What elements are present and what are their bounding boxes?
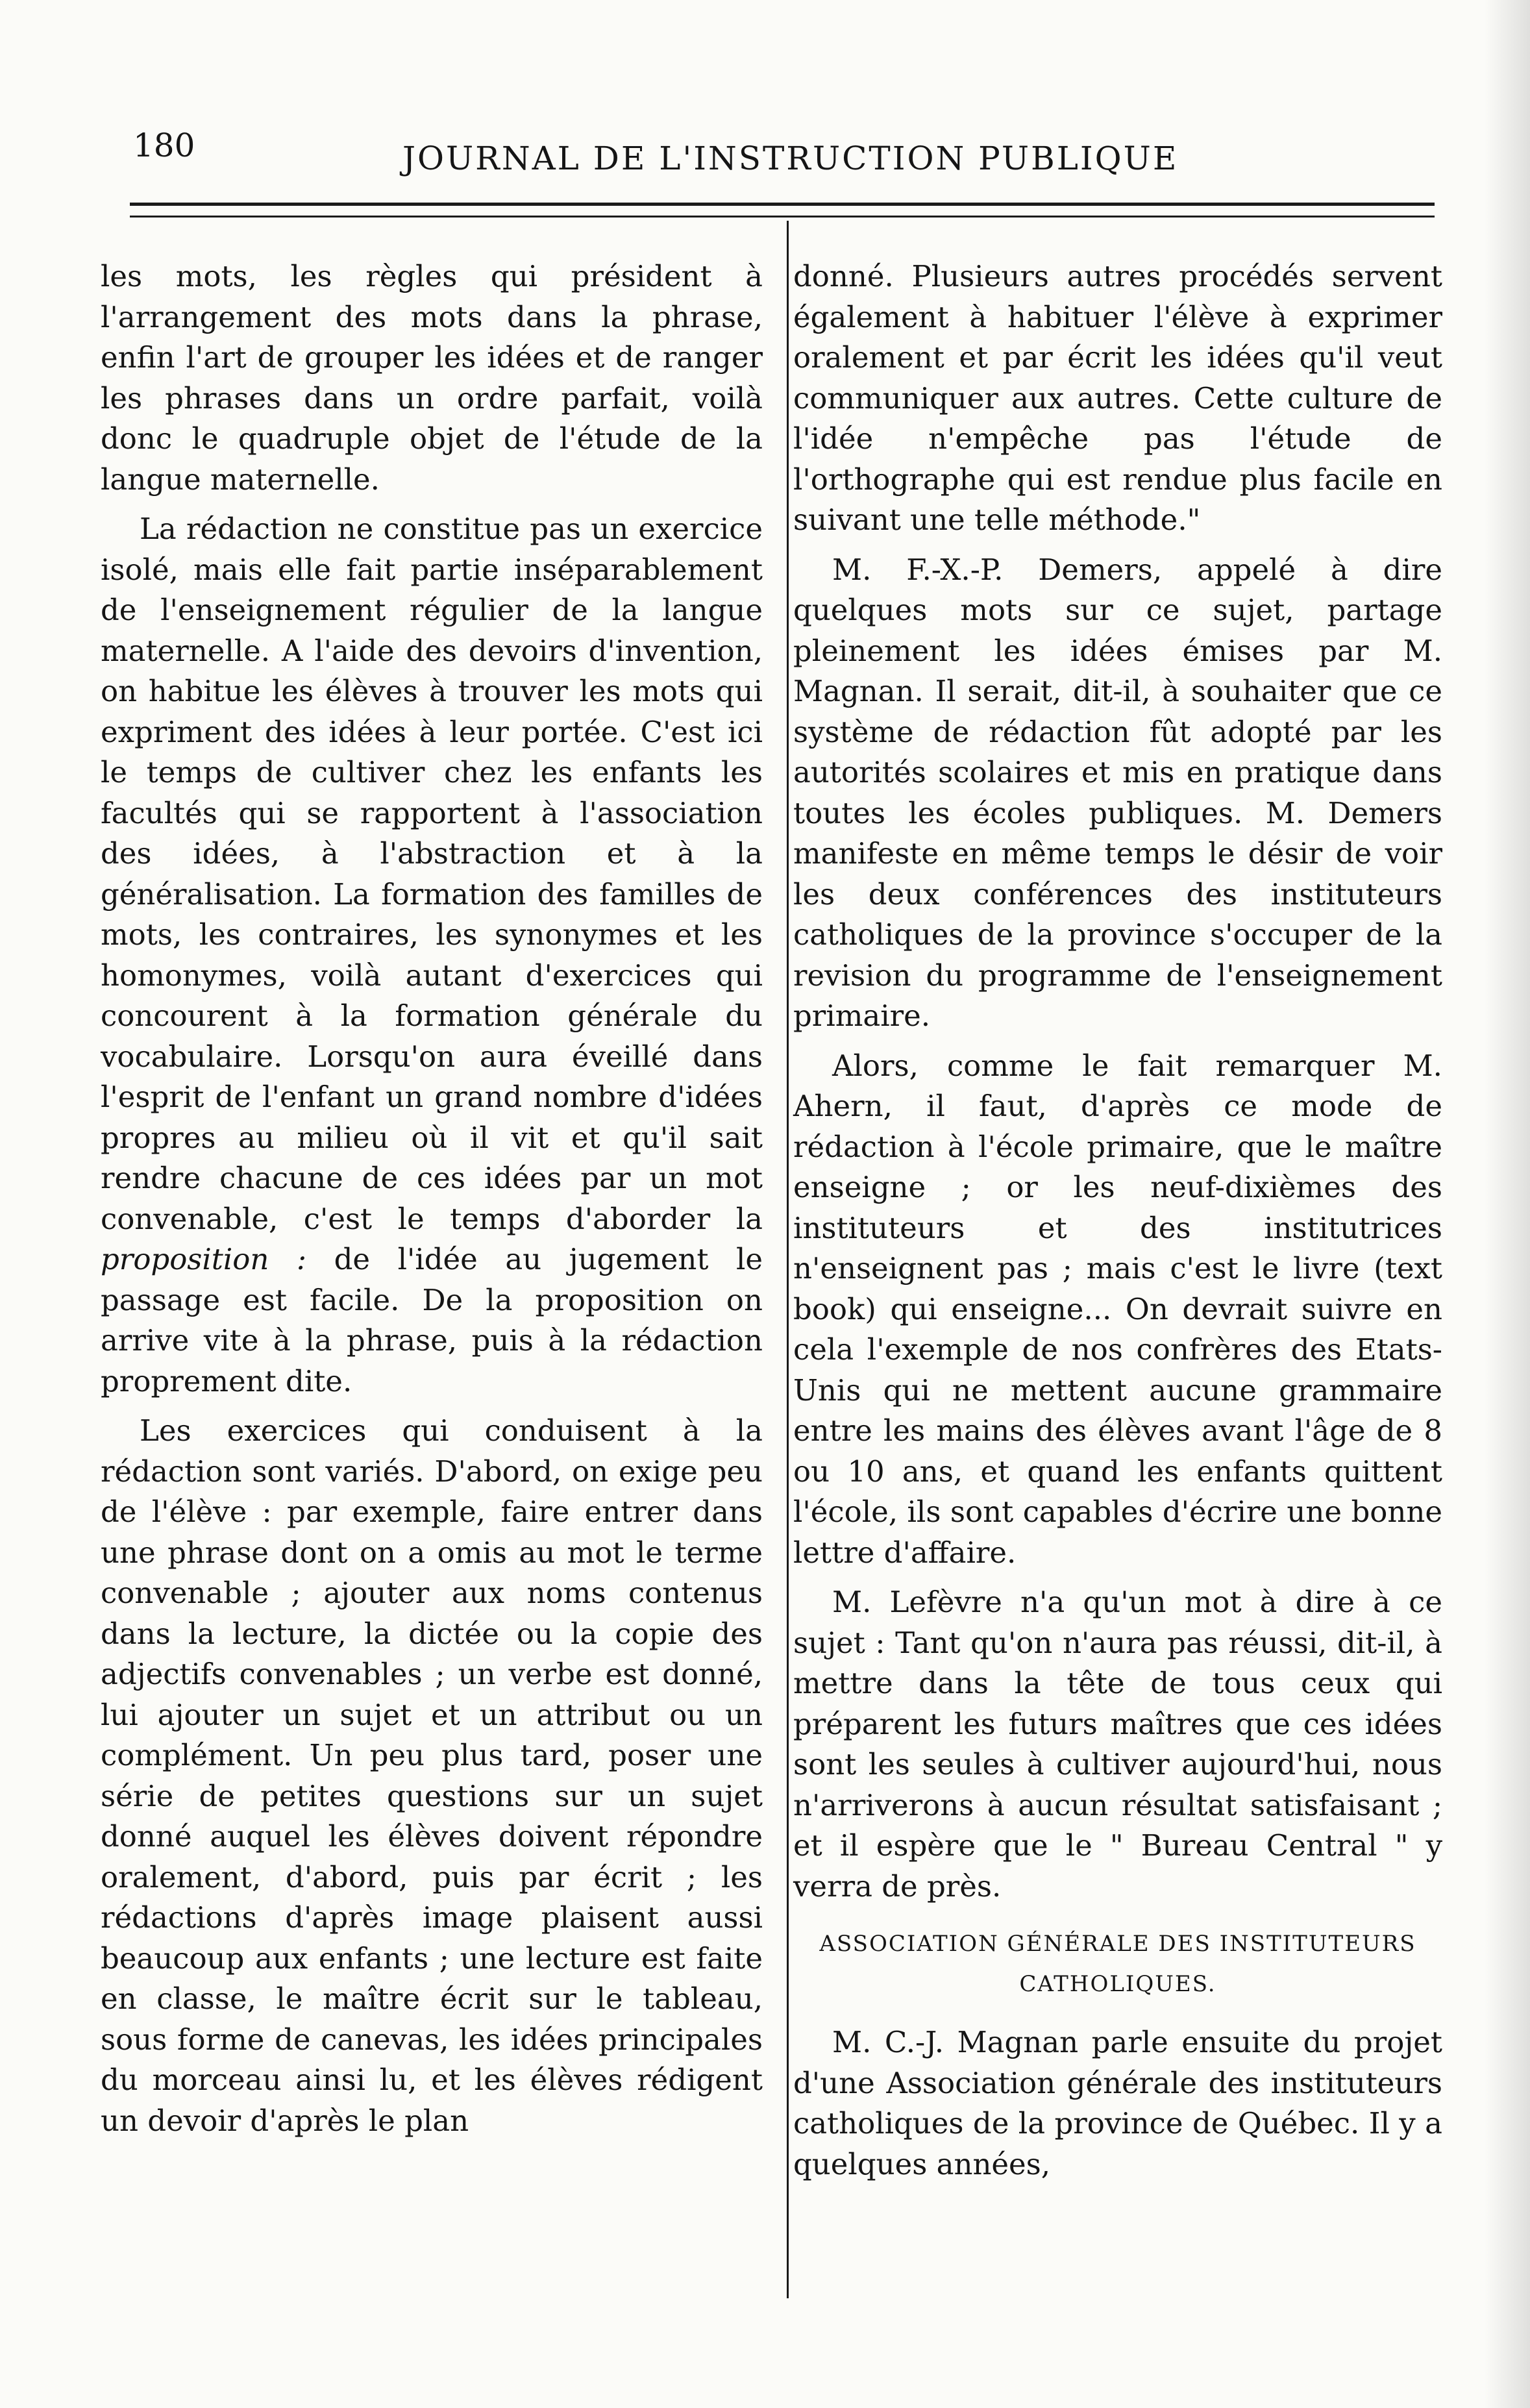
section-heading	[793, 1924, 1442, 2004]
italic-term: proposition :	[101, 1242, 307, 1276]
section-heading-line: ASSOCIATION GÉNÉRALE DES INSTITUTEURS	[819, 1931, 1416, 1957]
header-rule-thin	[130, 216, 1435, 217]
paragraph-text: de l'idée au jugement le passage est facile. De la proposition on arrive vite à la phrase, puis à la rédaction proprement dite.	[101, 1242, 763, 1398]
left-column	[101, 256, 763, 2150]
column-divider	[787, 221, 789, 2298]
paragraph: Les exercices qui conduisent à la rédaction sont variés. D'abord, on exige peu de l'élève : par exemple, faire entrer dans une phrase dont on a omis au mot le terme convenable ; ajouter aux noms contenus dans la lecture, la dictée ou la copie des adjectifs convenables ; un verbe est donné, lui ajouter un sujet et un attribut ou un complément. Un peu plus tard, poser une série de petites questions sur un sujet donné auquel les élèves doivent répondre oralement, d'abord, puis par écrit ; les rédactions d'après image plaisent aussi beaucoup aux enfants ; une lecture est faite en classe, le maître écrit sur le tableau, sous forme de canevas, les idées principales du morceau ainsi lu, et les élèves rédigent un devoir d'après le plan	[101, 1413, 763, 2138]
paragraph: Alors, comme le fait remarquer M. Ahern, il faut, d'après ce mode de rédaction à l'école primaire, que le maître enseigne ; or les neuf-dixièmes des instituteurs et des institutrices n'enseignent pas ; mais c'est le livre (text book) qui enseigne... On devrait suivre en cela l'exemple de nos confrères des Etats-Unis qui ne mettent aucune grammaire entre les mains des élèves avant l'âge de 8 ou 10 ans, et quand les enfants quittent l'école, ils sont capables d'écrire une bonne lettre d'affaire.	[793, 1048, 1442, 1570]
page-number: 180	[133, 127, 195, 164]
header-rule	[130, 203, 1435, 206]
section-heading-line: CATHOLIQUES.	[1019, 1971, 1216, 1997]
right-column	[793, 256, 1442, 2194]
paragraph: M. C.-J. Magnan parle ensuite du projet d'une Association générale des instituteurs catholiques de la province de Québec. Il y a quelques années,	[793, 2025, 1442, 2181]
paragraph-text: La rédaction ne constitue pas un exercice isolé, mais elle fait partie inséparablement de l'enseignement régulier de la langue maternelle. A l'aide des devoirs d'invention, on habitue les élèves à trouver les mots qui expriment des idées à leur portée. C'est ici le temps de cultiver chez les enfants les facultés qui se rapportent à l'association des idées, à l'abstraction et à la généralisation. La formation des familles de mots, les contraires, les synonymes et les homonymes, voilà autant d'exercices qui concourent à la formation générale du vocabulaire. Lorsqu'on aura éveillé dans l'esprit de l'enfant un grand nombre d'idées propres au milieu où il vit et qu'il sait rendre chacune de ces idées par un mot convenable, c'est le temps d'aborder la	[101, 512, 763, 1236]
running-title: JOURNAL DE L'INSTRUCTION PUBLIQUE	[402, 140, 1179, 177]
paragraph: les mots, les règles qui président à l'arrangement des mots dans la phrase, enfin l'art de grouper les idées et de ranger les phrases dans un ordre parfait, voilà donc le quadruple objet de l'étude de la langue maternelle.	[101, 259, 763, 497]
paragraph: M. Lefèvre n'a qu'un mot à dire à ce sujet : Tant qu'on n'aura pas réussi, dit-il, à mettre dans la tête de tous ceux qui préparent les futurs maîtres que ces idées sont les seules à cultiver aujourd'hui, nous n'arriverons à aucun résultat satisfaisant ; et il espère que le " Bureau Central " y verra de près.	[793, 1585, 1442, 1904]
scan-edge-shadow	[1485, 0, 1530, 2408]
paragraph: donné. Plusieurs autres procédés servent également à habituer l'élève à exprimer oralement et par écrit les idées qu'il veut communiquer aux autres. Cette culture de l'idée n'empêche pas l'étude de l'orthographe qui est rendue plus facile en suivant une telle méthode."	[793, 259, 1442, 537]
paragraph	[101, 509, 763, 1402]
page-header	[0, 0, 1530, 195]
paragraph: M. F.-X.-P. Demers, appelé à dire quelques mots sur ce sujet, partage pleinement les idées émises par M. Magnan. Il serait, dit-il, à souhaiter que ce système de rédaction fût adopté par les autorités scolaires et mis en pratique dans toutes les écoles publiques. M. Demers manifeste en même temps le désir de voir les deux conférences des instituteurs catholiques de la province s'occuper de la revision du programme de l'enseignement primaire.	[793, 552, 1442, 1033]
